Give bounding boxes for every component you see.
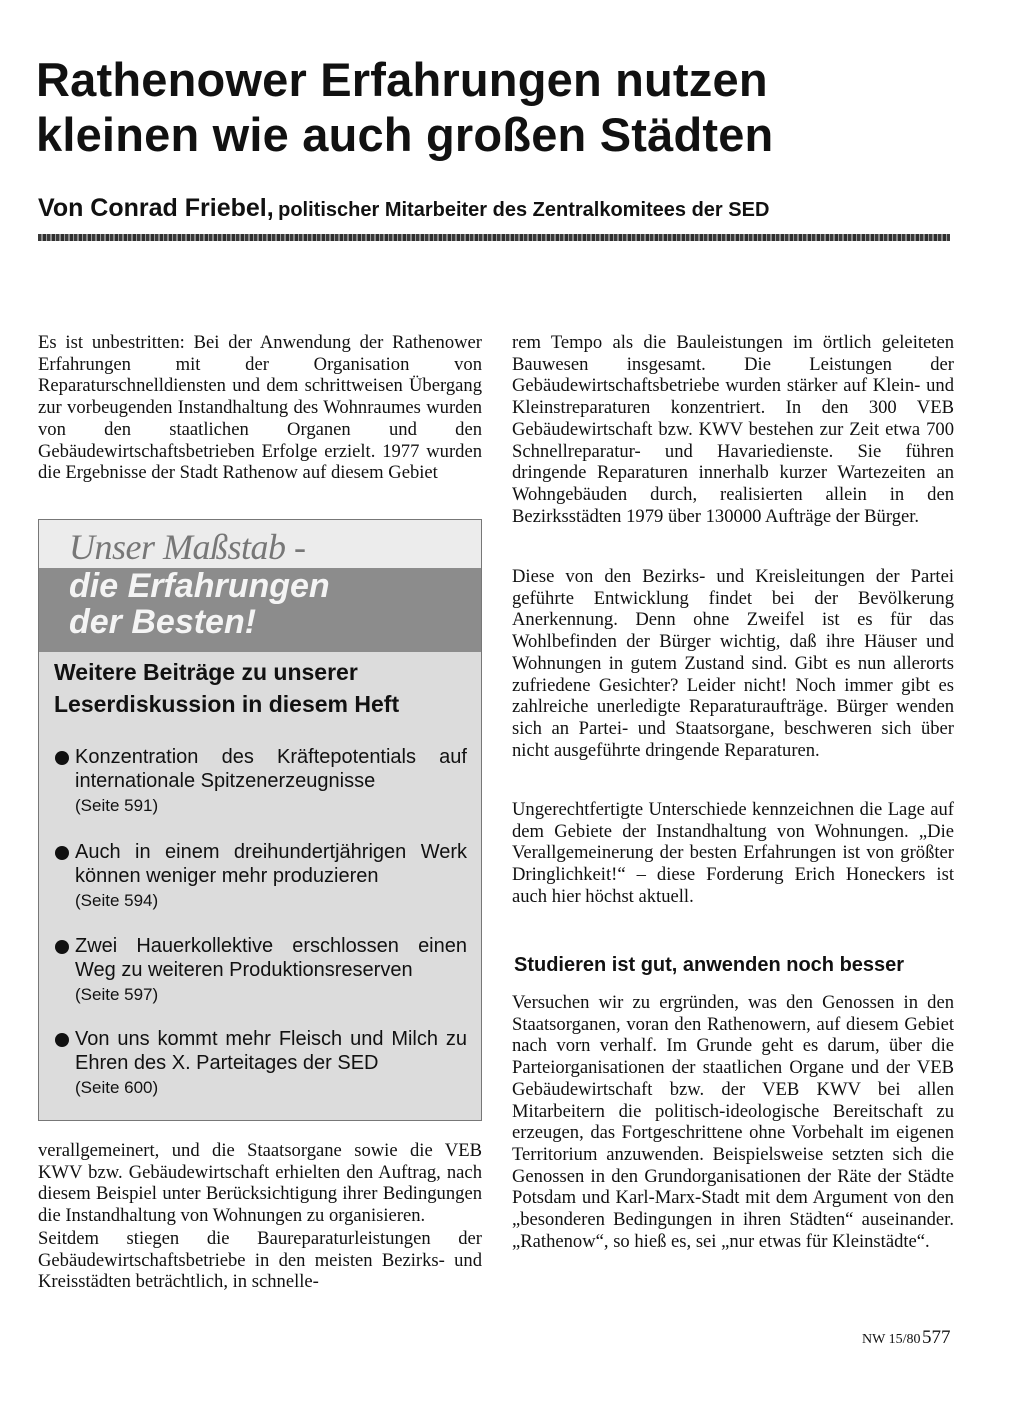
page-reference: (Seite 600) xyxy=(75,1078,159,1097)
sidebar-item xyxy=(55,840,473,913)
bullet-icon xyxy=(55,1033,69,1047)
bullet-icon xyxy=(55,751,69,765)
paragraph-2: verallgemeinert, und die Staatsorgane sowie die VEB KWV bzw. Gebäudewirtschaft erhielten den Auftrag, nach diesem Beispiel unter Berücksichtigung ihrer Bedingungen die Instandhaltung von Wohnungen zu organisieren. xyxy=(38,1140,482,1227)
sidebar-banner xyxy=(39,568,481,652)
paragraph-3: Seitdem stiegen die Baureparaturleistungen der Gebäudewirtschaftsbetriebe in den meisten Bezirks- und Kreisstädten beträchtlich, in schnelle- xyxy=(38,1228,482,1293)
banner-line-2: der Besten! xyxy=(69,603,257,641)
byline xyxy=(38,194,769,223)
page-reference: (Seite 591) xyxy=(75,796,159,815)
sidebar-top-band xyxy=(39,520,481,568)
bullet-icon xyxy=(55,846,69,860)
header-rule xyxy=(38,234,950,241)
sidebar-item-text xyxy=(75,745,467,818)
sidebar-item-label: Konzentration des Kräftepotentials auf internationale Spitzenerzeugnisse xyxy=(75,746,467,792)
sidebar-box xyxy=(38,519,482,1121)
paragraph-6: Ungerechtfertigte Unterschiede kennzeichnen die Lage auf dem Gebiete der Instandhaltung von Wohnungen. „Die Verallgemeinerung der besten Erfahrungen ist von größter Dringlichkeit!“ – diese Forderung Erich Honeckers ist auch hier höchst aktuell. xyxy=(512,799,954,907)
author-name: Von Conrad Friebel, xyxy=(38,194,274,222)
author-role: politischer Mitarbeiter des Zentralkomitees der SED xyxy=(278,199,770,221)
paragraph-4: rem Tempo als die Bauleistungen im örtlich geleiteten Bauwesen insgesamt. Die Leistungen der Gebäudewirtschaftsbetriebe wurden stärker auf Klein- und Kleinstreparaturen konzentriert. In den 300 VEB Gebäudewirtschaft bzw. KWV bestehen zur Zeit etwa 700 Schnellreparatur- und Havariedienste. Sie führen dringende Reparaturen innerhalb kurzer Wartezeiten an Wohngebäuden durch, realisierten allein in den Bezirksstädten 1979 über 130000 Aufträge der Bürger. xyxy=(512,332,954,527)
sidebar-item-label: Von uns kommt mehr Fleisch und Milch zu Ehren des X. Parteitages der SED xyxy=(75,1028,467,1074)
sidebar-item xyxy=(55,745,473,818)
sidebar-heading xyxy=(54,656,474,720)
sidebar-item-label: Auch in einem dreihundertjährigen Werk können weniger mehr produzieren xyxy=(75,841,467,887)
sidebar-item-text xyxy=(75,840,467,913)
sidebar-heading-line-1: Weitere Beiträge zu unserer xyxy=(54,659,358,685)
sidebar-item xyxy=(55,1027,473,1100)
section-subheading: Studieren ist gut, anwenden noch besser xyxy=(514,954,905,976)
sidebar-heading-line-2: Leserdiskussion in diesem Heft xyxy=(54,691,400,717)
sidebar-banner-text xyxy=(69,568,479,640)
paragraph-7: Versuchen wir zu ergründen, was den Genossen in den Staatsorganen, voran den Rathenowern, auf diesem Gebiet nach vorn verhalf. Im Grunde geht es darum, über die Parteiorganisationen der staatlichen Organe und der VEB Gebäudewirtschaft bzw. der VEB KWV bei allen Mitarbeitern die politisch-ideologische Bereitschaft zu erzeugen, das Fortgeschrittene ohne Vorbehalt im eigenen Territorium anzuwenden. Beispielsweise setzten sich die Genossen in den Grundorganisationen der Räte der Städte Potsdam und Karl-Marx-Stadt mit dem Argument von den „besonderen Bedingungen in ihren Städten“ auseinander. „Rathenow“, so hieß es, sei „nur etwas für Kleinstädte“. xyxy=(512,992,954,1252)
banner-line-1: die Erfahrungen xyxy=(69,567,330,605)
sidebar-item-text xyxy=(75,1027,467,1100)
headline-line-1: Rathenower Erfahrungen nutzen xyxy=(36,53,768,106)
page-reference: (Seite 597) xyxy=(75,985,159,1004)
issue-label: NW 15/80 xyxy=(862,1332,921,1347)
sidebar-item-label: Zwei Hauerkollektive erschlossen einen Weg zu weiteren Produktionsreserven xyxy=(75,935,467,981)
sidebar-item-text xyxy=(75,934,467,1007)
paragraph-1: Es ist unbestritten: Bei der Anwendung der Rathenower Erfahrungen mit der Organisation von Reparaturschnelldiensten und dem schrittweisen Übergang zur vorbeugenden Instandhaltung des Wohnraumes wurden von den staatlichen Organen und den Gebäudewirtschaftsbetrieben Erfolge erzielt. 1977 wurden die Ergebnisse der Stadt Rathenow auf diesem Gebiet xyxy=(38,332,482,484)
headline-line-2: kleinen wie auch großen Städten xyxy=(36,108,774,161)
sidebar-item xyxy=(55,934,473,1007)
page-reference: (Seite 594) xyxy=(75,891,159,910)
sidebar-script-title: Unser Maßstab - xyxy=(69,527,306,567)
paragraph-5: Diese von den Bezirks- und Kreisleitungen der Partei geführte Entwicklung findet bei der Bevölkerung Anerkennung. Denn ohne Zweifel ist es für das Wohlbefinden der Bürger wichtig, daß ihre Häuser und Wohnungen in gutem Zustand sind. Gibt es nun allerorts zufriedene Gesichter? Leider nicht! Noch immer gibt es zahlreiche unerledigte Reparaturaufträge. Bürger wenden sich an Partei- und Staatsorgane, beschweren sich über nicht ausgeführte dringende Reparaturen. xyxy=(512,566,954,761)
bullet-icon xyxy=(55,940,69,954)
page-number: 577 xyxy=(922,1327,951,1348)
article-headline xyxy=(36,52,976,162)
